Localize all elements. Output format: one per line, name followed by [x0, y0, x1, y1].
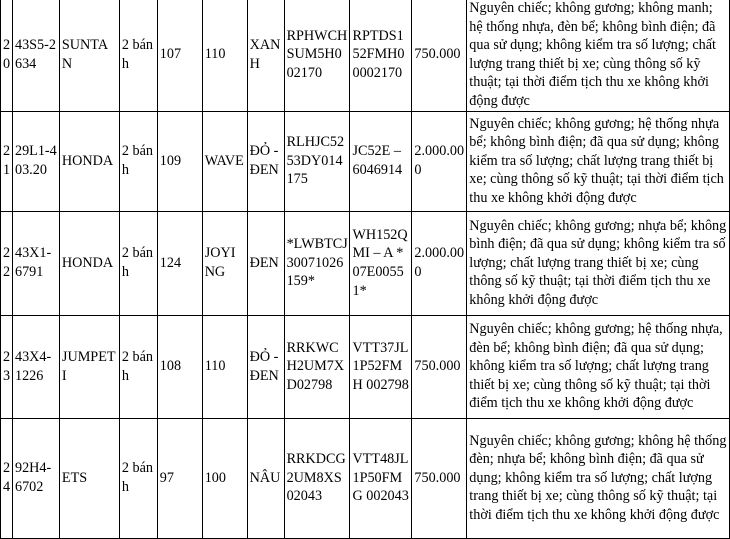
model-cell: 110	[202, 0, 247, 111]
vehicle-type: 2 bánh	[119, 315, 157, 418]
engine-number: WH152QMI – A *07E00551*	[350, 211, 412, 315]
brand: SUNTAN	[59, 0, 119, 111]
row-number: 22	[1, 211, 13, 315]
color-cell: XANH	[247, 0, 284, 111]
license-plate: 92H4-6702	[12, 418, 59, 538]
brand: JUMPETI	[59, 315, 119, 418]
engine-number: RPTDS152FMH00002170	[350, 0, 412, 111]
row-number: 23	[1, 315, 13, 418]
code-cell: 107	[157, 0, 202, 111]
model-cell: 110	[202, 315, 247, 418]
table-row	[1, 0, 730, 111]
model-cell: JOYING	[202, 211, 247, 315]
model-cell: WAVE	[202, 111, 247, 211]
brand: HONDA	[59, 211, 119, 315]
brand: ETS	[59, 418, 119, 538]
code-cell: 109	[157, 111, 202, 211]
vehicle-type: 2 bánh	[119, 418, 157, 538]
color-cell: ĐEN	[247, 211, 284, 315]
row-number: 21	[1, 111, 13, 211]
color-cell: NÂU	[247, 418, 284, 538]
color-cell: ĐỎ - ĐEN	[247, 111, 284, 211]
price-cell: 750.000	[412, 315, 467, 418]
frame-number: *LWBTCJ30071026159*	[284, 211, 350, 315]
price-cell: 2.000.000	[412, 211, 467, 315]
frame-number: RLHJC5253DY014175	[284, 111, 350, 211]
description-cell: Nguyên chiếc; không gương; không manh; hệ thống nhựa, đèn bể; không bình điện; đã qua sử dụng; không kiểm tra số lượng; chất lượng trang thiết bị xe; cùng thông số kỹ thuật; tại thời điểm tịch thu xe không khởi động được	[467, 0, 730, 111]
price-cell: 750.000	[412, 418, 467, 538]
row-number: 24	[1, 418, 13, 538]
code-cell: 97	[157, 418, 202, 538]
license-plate: 29L1-403.20	[12, 111, 59, 211]
frame-number: RPHWCHSUM5H002170	[284, 0, 350, 111]
engine-number: VTT37JL1P52FMH 002798	[350, 315, 412, 418]
vehicle-type: 2 bánh	[119, 111, 157, 211]
description-cell: Nguyên chiếc; không gương; hệ thống nhựa, đèn bể; không bình điện; đã qua sử dụng; không kiểm tra số lượng; chất lượng trang thiết bị xe; cùng thông số kỹ thuật; tại thời điểm tịch thu xe không khởi động được	[467, 315, 730, 418]
model-cell: 100	[202, 418, 247, 538]
frame-number: RRKDCG2UM8XS02043	[284, 418, 350, 538]
engine-number: JC52E – 6046914	[350, 111, 412, 211]
price-cell: 2.000.000	[412, 111, 467, 211]
table-row	[1, 315, 730, 418]
table-row	[1, 211, 730, 315]
vehicle-type: 2 bánh	[119, 211, 157, 315]
price-cell: 750.000	[412, 0, 467, 111]
row-number: 20	[1, 0, 13, 111]
brand: HONDA	[59, 111, 119, 211]
color-cell: ĐỎ - ĐEN	[247, 315, 284, 418]
engine-number: VTT48JL1P50FMG 002043	[350, 418, 412, 538]
code-cell: 108	[157, 315, 202, 418]
description-cell: Nguyên chiếc; không gương; không hệ thống đèn; nhựa bể; không bình điện; đã qua sử dụng; không kiểm tra số lượng; chất lượng trang thiết bị xe; cùng thông số kỹ thuật; tại thời điểm tịch thu xe không khởi động được	[467, 418, 730, 538]
table-row	[1, 111, 730, 211]
license-plate: 43X1-6791	[12, 211, 59, 315]
vehicle-type: 2 bánh	[119, 0, 157, 111]
description-cell: Nguyên chiếc; không gương; nhựa bể; không bình điện; đã qua sử dụng; không kiểm tra số lượng; chất lượng trang thiết bị xe; cùng thông số kỹ thuật; tại thời điểm tịch thu xe không khởi động được	[467, 211, 730, 315]
description-cell: Nguyên chiếc; không gương; hệ thống nhựa bể; không bình điện; đã qua sử dụng; không kiểm tra số lượng; chất lượng trang thiết bị xe; cùng thông số kỹ thuật; tại thời điểm tịch thu xe không khởi động được	[467, 111, 730, 211]
license-plate: 43S5-2634	[12, 0, 59, 111]
license-plate: 43X4-1226	[12, 315, 59, 418]
code-cell: 124	[157, 211, 202, 315]
frame-number: RRKWCH2UM7XD02798	[284, 315, 350, 418]
table-row	[1, 418, 730, 538]
